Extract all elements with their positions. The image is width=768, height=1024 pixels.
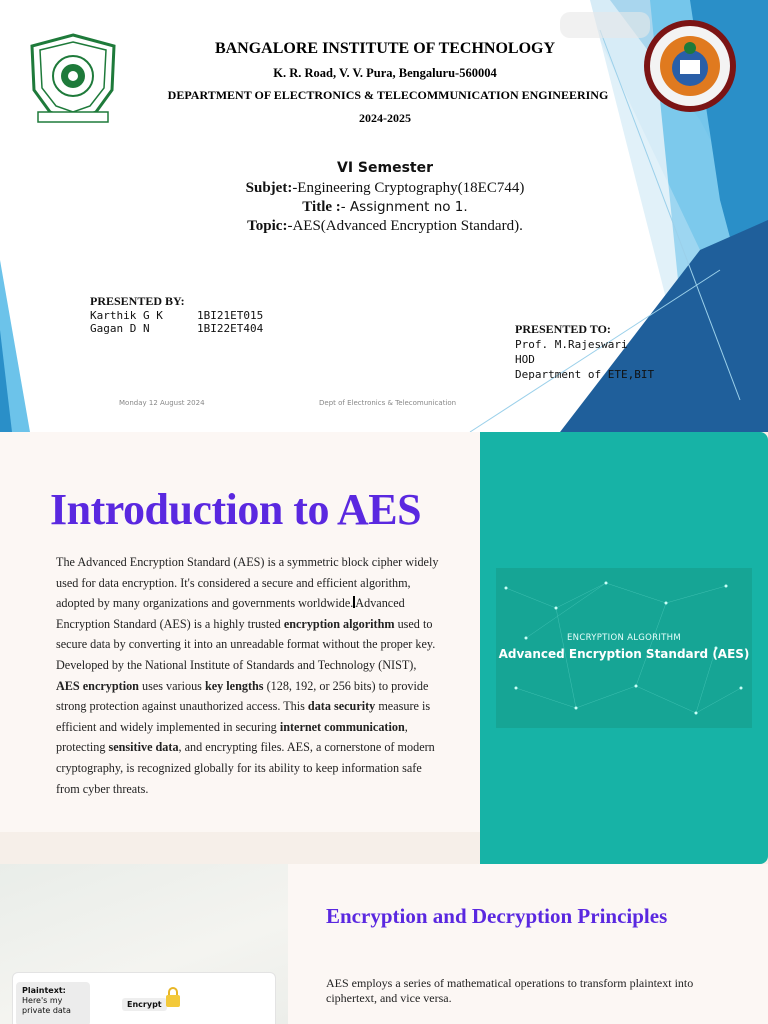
title-value: - Assignment no 1.: [340, 199, 468, 215]
guide-designation: HOD: [515, 353, 535, 366]
text-run: , and encrypting files. AES, a cornerstone of modern cryptography, is recognized globally for its ability to keep information safe from cyber threats.: [56, 740, 435, 796]
subject-line: [180, 180, 590, 197]
presented-to-heading: PRESENTED TO:: [515, 322, 611, 336]
academic-year: 2024-2025: [359, 111, 411, 125]
text-run: used to secure data by converting it into an unreadable format without the proper key. Developed by the National Institute of Standards and Technology (NIST),: [56, 616, 436, 672]
guide-department: Department of ETE,BIT: [515, 368, 655, 381]
image-label: Advanced Encryption Standard (AES): [498, 647, 750, 661]
presented-by-heading: PRESENTED BY:: [90, 294, 185, 308]
semester: VI Semester: [336, 160, 433, 176]
presenter-row: [90, 322, 263, 335]
text-run: The Advanced Encryption Standard (AES) is a symmetric block cipher widely used for data encryption. It's considered a secure and efficient algorithm, adopted by many organizations and governments worldwide.: [56, 555, 439, 611]
presented-to-block: [515, 322, 654, 382]
presenter-name: Gagan D N: [90, 322, 150, 335]
plaintext-value: Here's my private data: [22, 996, 71, 1015]
text-run: measure is efficient and widely implemented in securing: [56, 699, 431, 734]
guide-name: Prof. M.Rajeswari: [515, 338, 628, 351]
title-line: [180, 199, 590, 216]
footer-department: Dept of Electronics & Telecomunication: [319, 399, 457, 407]
presented-by-block: [90, 294, 263, 335]
bold-term: internet communication: [279, 719, 405, 734]
title-slide: [0, 0, 768, 432]
slide-title: Introduction to AES: [50, 485, 422, 534]
institute-address: K. R. Road, V. V. Pura, Bengaluru-560004: [273, 66, 497, 80]
bold-term: key lengths: [204, 678, 264, 693]
vtu-logo: [642, 18, 738, 114]
slide-title: Encryption and Decryption Principles: [326, 904, 668, 928]
text-run: Advanced Encryption Standard (AES) is a highly trusted: [56, 596, 405, 631]
institute-name: BANGALORE INSTITUTE OF TECHNOLOGY: [214, 40, 556, 57]
topic-value: -AES(Advanced Encryption Standard).: [287, 218, 523, 234]
intro-paragraph: [56, 552, 441, 799]
footer-date: Monday 12 August 2024: [119, 399, 205, 407]
slide-body: AES employs a series of mathematical operations to transform plaintext into ciphertext, and vice versa.: [326, 976, 694, 1005]
topic-line: [180, 218, 590, 235]
plaintext-label: Plaintext:: [22, 986, 66, 995]
presenter-usn: 1BI21ET015: [197, 309, 264, 322]
bold-term: sensitive data: [108, 740, 179, 755]
text-run: , protecting: [56, 719, 408, 755]
encryption-principles-slide: [0, 864, 768, 1024]
department-name: DEPARTMENT OF ELECTRONICS & TELECOMMUNICATION ENGINEERING: [167, 88, 609, 102]
presenter-row: [90, 309, 263, 322]
introduction-slide: [0, 432, 768, 864]
encrypt-label: Encrypt: [122, 998, 167, 1011]
subject-label: Subjet:: [245, 180, 293, 196]
bold-term: encryption algorithm: [283, 616, 395, 631]
text-run: (128, 192, or 256 bits) to provide strong protection against unauthorized access. This: [56, 678, 429, 714]
image-kicker: ENCRYPTION ALGORITHM: [567, 633, 681, 643]
aes-network-image: [496, 568, 752, 728]
presenter-usn: 1BI22ET404: [197, 322, 264, 335]
presenter-name: Karthik G K: [90, 309, 163, 322]
text-run: uses various: [138, 678, 205, 693]
bit-logo: [26, 32, 120, 126]
subject-value: -Engineering Cryptography(18EC744): [292, 180, 525, 196]
title-label: Title :: [302, 199, 341, 215]
bold-term: data security: [307, 699, 376, 714]
bold-term: AES encryption: [56, 678, 139, 693]
topic-label: Topic:: [247, 218, 288, 234]
lock-icon: [165, 986, 181, 1008]
plaintext-box: [16, 982, 90, 1024]
